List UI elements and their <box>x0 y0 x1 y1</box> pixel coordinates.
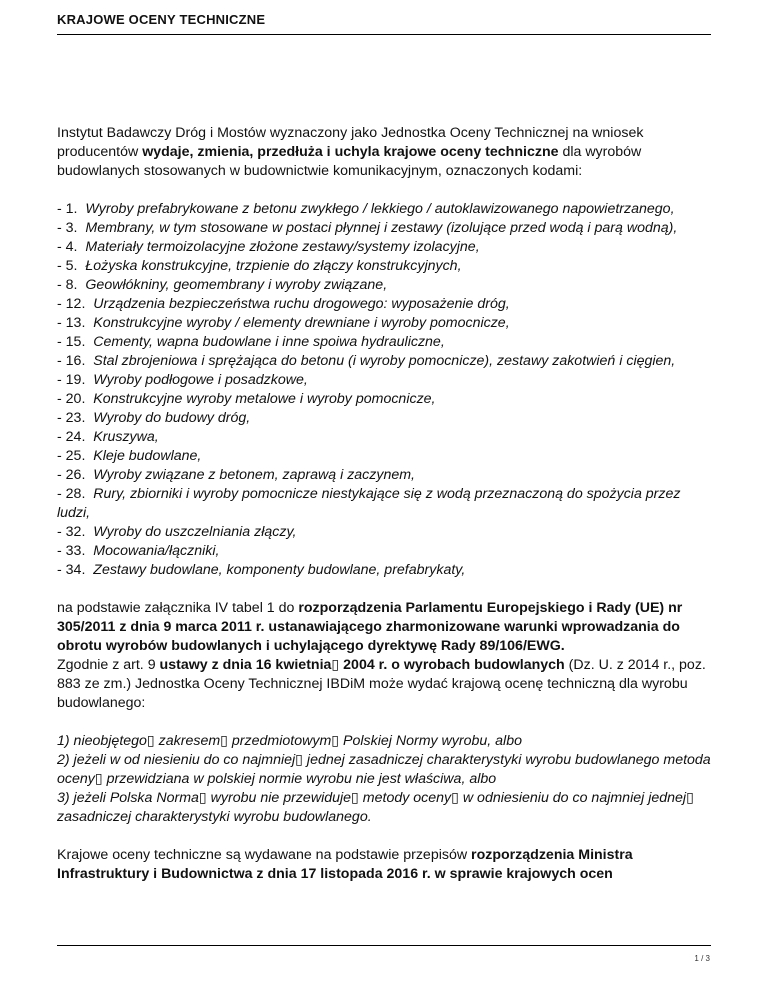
product-code-description: Łożyska konstrukcyjne, trzpienie do złączy konstrukcyjnych, <box>85 258 462 274</box>
page-header-title: KRAJOWE OCENY TECHNICZNE <box>57 12 266 27</box>
product-code-item <box>57 219 717 238</box>
product-code-number: - 16. <box>57 353 86 369</box>
product-code-item <box>57 238 717 257</box>
condition-item: 2) jeżeli w od niesieniu do co najmniej▯ jednej zasadniczej charakterystyki wyrobu budowlanego metoda oceny▯ przewidziana w polskiej normie wyrobu nie jest właściwa, albo <box>57 752 711 787</box>
footer-divider <box>57 945 711 946</box>
product-code-description: Wyroby prefabrykowane z betonu zwykłego / lekkiego / autoklawizowanego napowietrzanego, <box>85 201 675 217</box>
basis-text: na podstawie załącznika IV tabel 1 do <box>57 600 299 616</box>
product-code-description: Cementy, wapna budowlane i inne spoiwa hydrauliczne, <box>93 334 445 350</box>
condition-item: 3) jeżeli Polska Norma▯ wyrobu nie przewiduje▯ metody oceny▯ w odniesieniu do co najmniej jednej▯ zasadniczej charakterystyki wyrobu budowlanego. <box>57 790 694 825</box>
product-code-number: - 12. <box>57 296 86 312</box>
product-code-description: Rury, zbiorniki i wyroby pomocnicze niestykające się z wodą przeznaczoną do spożycia przez ludzi, <box>57 486 681 521</box>
intro-bold-text: wydaje, zmienia, przedłuża i uchyla krajowe oceny techniczne <box>142 144 559 160</box>
product-code-number: - 1. <box>57 201 78 217</box>
art9-text: Zgodnie z art. 9 <box>57 657 160 673</box>
art9-bold-text: ustawy z dnia 16 kwietnia▯ 2004 r. o wyrobach budowlanych <box>159 657 565 673</box>
product-code-description: Zestawy budowlane, komponenty budowlane, prefabrykaty, <box>93 562 466 578</box>
intro-text: Instytut Badawczy Dróg i Mostów wyznaczony jako Jednostka Oceny Technicznej na wniosek producentów <box>57 125 644 160</box>
product-code-item <box>57 447 717 466</box>
product-code-item <box>57 428 717 447</box>
product-code-item <box>57 485 717 523</box>
product-code-item <box>57 276 717 295</box>
product-code-description: Urządzenia bezpieczeństwa ruchu drogowego: wyposażenie dróg, <box>93 296 510 312</box>
product-code-description: Mocowania/łączniki, <box>93 543 220 559</box>
product-code-description: Kleje budowlane, <box>93 448 202 464</box>
product-code-description: Materiały termoizolacyjne złożone zestawy/systemy izolacyjne, <box>85 239 480 255</box>
product-code-number: - 24. <box>57 429 86 445</box>
product-code-item <box>57 333 717 352</box>
intro-paragraph <box>57 124 717 181</box>
conditions-list <box>57 732 717 827</box>
product-code-number: - 15. <box>57 334 86 350</box>
product-code-description: Konstrukcyjne wyroby metalowe i wyroby pomocnicze, <box>93 391 436 407</box>
product-code-item <box>57 371 717 390</box>
product-code-item <box>57 257 717 276</box>
product-code-number: - 33. <box>57 543 86 559</box>
product-code-number: - 3. <box>57 220 78 236</box>
product-code-description: Wyroby związane z betonem, zaprawą i zaczynem, <box>93 467 415 483</box>
product-codes-list <box>57 200 717 580</box>
product-code-description: Membrany, w tym stosowane w postaci płynnej i zestawy (izolujące przed wodą i parą wodną), <box>85 220 678 236</box>
product-code-description: Wyroby do uszczelniania złączy, <box>93 524 297 540</box>
product-code-description: Stal zbrojeniowa i sprężająca do betonu (i wyroby pomocnicze), zestawy zakotwień i cięgien, <box>93 353 676 369</box>
product-code-number: - 13. <box>57 315 86 331</box>
product-code-number: - 5. <box>57 258 78 274</box>
condition-item: 1) nieobjętego▯ zakresem▯ przedmiotowym▯ Polskiej Normy wyrobu, albo <box>57 733 522 749</box>
basis-bold-text: rozporządzenia Parlamentu Europejskiego i Rady (UE) nr 305/2011 z dnia 9 marca 2011 r. ustanawiającego zharmonizowane warunki wprowadzania do obrotu wyrobów budowlanych i uchylającego dyrektywę Rady 89/106/EWG. <box>57 600 683 654</box>
product-code-description: Wyroby podłogowe i posadzkowe, <box>93 372 308 388</box>
product-code-number: - 19. <box>57 372 86 388</box>
product-code-item <box>57 561 717 580</box>
basis-paragraph <box>57 599 717 656</box>
product-code-item <box>57 314 717 333</box>
document-body <box>57 124 717 884</box>
product-code-item <box>57 295 717 314</box>
product-code-item <box>57 409 717 428</box>
art9-text-end: (Dz. U. z 2014 r., poz. 883 ze zm.) Jednostka Oceny Technicznej IBDiM może wydać krajową ocenę techniczną dla wyrobu budowlanego: <box>57 657 706 711</box>
product-code-number: - 23. <box>57 410 86 426</box>
product-code-item <box>57 352 717 371</box>
product-code-item <box>57 390 717 409</box>
product-code-description: Konstrukcyjne wyroby / elementy drewniane i wyroby pomocnicze, <box>93 315 510 331</box>
product-code-number: - 28. <box>57 486 86 502</box>
product-code-number: - 34. <box>57 562 86 578</box>
product-code-item <box>57 523 717 542</box>
closing-paragraph <box>57 846 717 884</box>
header-divider <box>57 34 711 35</box>
product-code-number: - 32. <box>57 524 86 540</box>
product-code-item <box>57 466 717 485</box>
page-number: 1 / 3 <box>694 954 710 963</box>
product-code-description: Kruszywa, <box>93 429 159 445</box>
product-code-item <box>57 542 717 561</box>
product-code-number: - 20. <box>57 391 86 407</box>
product-code-item <box>57 200 717 219</box>
closing-text: Krajowe oceny techniczne są wydawane na podstawie przepisów <box>57 847 472 863</box>
closing-bold-text: rozporządzenia Ministra Infrastruktury i Budownictwa z dnia 17 listopada 2016 r. w sprawie krajowych ocen <box>57 847 633 882</box>
product-code-number: - 25. <box>57 448 86 464</box>
product-code-description: Geowłókniny, geomembrany i wyroby związane, <box>85 277 388 293</box>
product-code-description: Wyroby do budowy dróg, <box>93 410 251 426</box>
product-code-number: - 4. <box>57 239 78 255</box>
product-code-number: - 26. <box>57 467 86 483</box>
art9-paragraph <box>57 656 717 713</box>
product-code-number: - 8. <box>57 277 78 293</box>
intro-text-end: dla wyrobów budowlanych stosowanych w budownictwie komunikacyjnym, oznaczonych kodami: <box>57 144 642 179</box>
